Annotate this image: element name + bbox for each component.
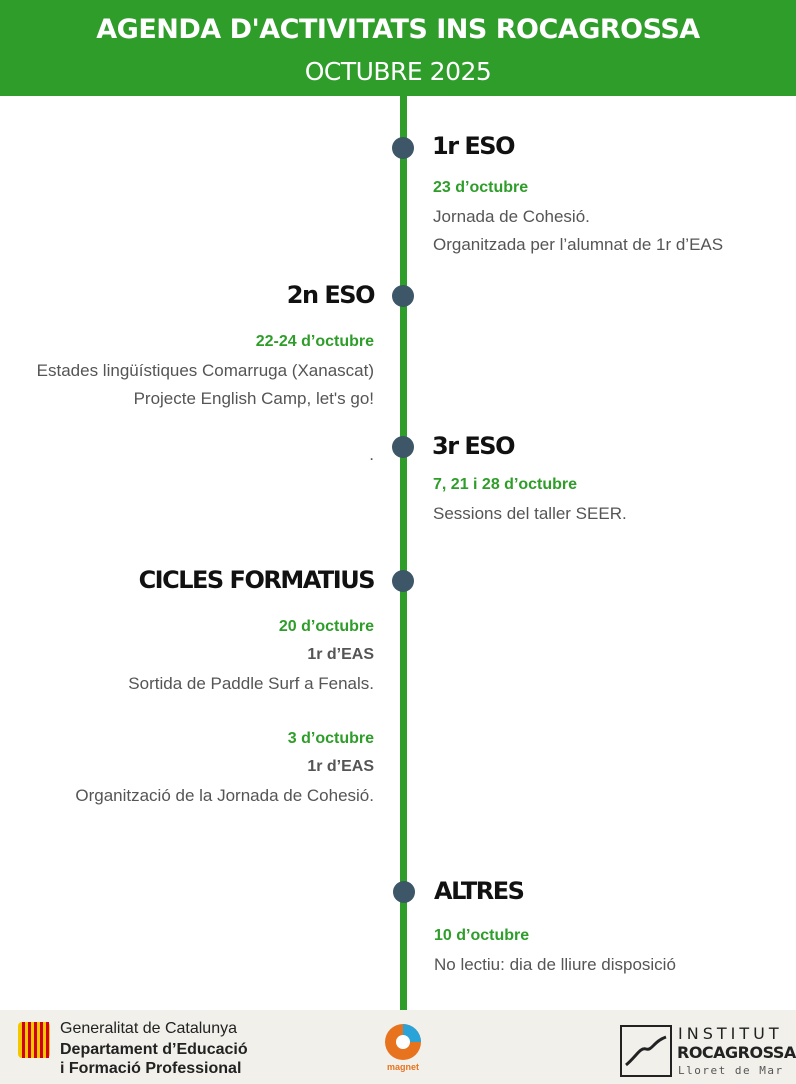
magnet-label: magnet <box>386 1062 419 1072</box>
institut-line2: ROCAGROSSA <box>677 1043 796 1062</box>
date-1r-eso: 23 d’octubre <box>433 179 529 196</box>
timeline-dot-3r-eso <box>392 436 414 458</box>
timeline-dot-1r-eso <box>392 137 414 159</box>
group-cicles-item2: 1r d’EAS <box>307 758 374 775</box>
text-cicles-item2: Organització de la Jornada de Cohesió. <box>75 786 374 805</box>
text-1r-eso-line1: Jornada de Cohesió. <box>433 207 590 226</box>
timeline-dot-altres <box>393 881 415 903</box>
section-heading-2n-eso: 2n ESO <box>286 281 374 309</box>
text-1r-eso-line2: Organitzada per l’alumnat de 1r d’EAS <box>433 235 724 254</box>
section-heading-1r-eso: 1r ESO <box>432 132 514 160</box>
section-heading-3r-eso: 3r ESO <box>432 432 514 460</box>
timeline-dot-cicles <box>392 570 414 592</box>
generalitat-line1: Generalitat de Catalunya <box>60 1020 237 1037</box>
institut-line1: INSTITUT <box>678 1024 783 1043</box>
date-3r-eso: 7, 21 i 28 d’octubre <box>433 476 578 493</box>
institut-line3: Lloret de Mar <box>678 1064 784 1077</box>
date-altres: 10 d’octubre <box>434 927 530 944</box>
group-cicles-item1: 1r d’EAS <box>307 646 374 663</box>
text-3r-eso-line1: Sessions del taller SEER. <box>433 504 627 523</box>
generalitat-line2: Departament d’Educació <box>60 1041 248 1058</box>
text-2n-eso-line2: Projecte English Camp, let's go! <box>133 389 374 408</box>
section-heading-altres: ALTRES <box>434 877 524 905</box>
generalitat-logo-icon <box>18 1022 50 1066</box>
timeline-dot-2n-eso <box>392 285 414 307</box>
text-2n-eso-line1: Estades lingüístiques Comarruga (Xanascat) <box>36 361 374 380</box>
magnet-logo-icon <box>383 1022 423 1062</box>
text-cicles-item1: Sortida de Paddle Surf a Fenals. <box>128 674 374 693</box>
text-altres-line1: No lectiu: dia de lliure disposició <box>434 955 676 974</box>
section-heading-cicles: CICLES FORMATIUS <box>138 566 374 594</box>
generalitat-line3: i Formació Professional <box>60 1060 242 1077</box>
page-subtitle: OCTUBRE 2025 <box>304 57 492 86</box>
rocagrossa-logo-icon <box>620 1025 672 1077</box>
date-2n-eso: 22-24 d’octubre <box>255 333 374 350</box>
timeline-line <box>400 96 407 1010</box>
stray-period-mark: . <box>369 445 374 464</box>
date-cicles-item2: 3 d’octubre <box>287 730 374 747</box>
page-header <box>0 0 796 96</box>
page-title: AGENDA D'ACTIVITATS INS ROCAGROSSA <box>96 14 700 45</box>
date-cicles-item1: 20 d’octubre <box>278 618 374 635</box>
footer <box>0 1010 796 1084</box>
